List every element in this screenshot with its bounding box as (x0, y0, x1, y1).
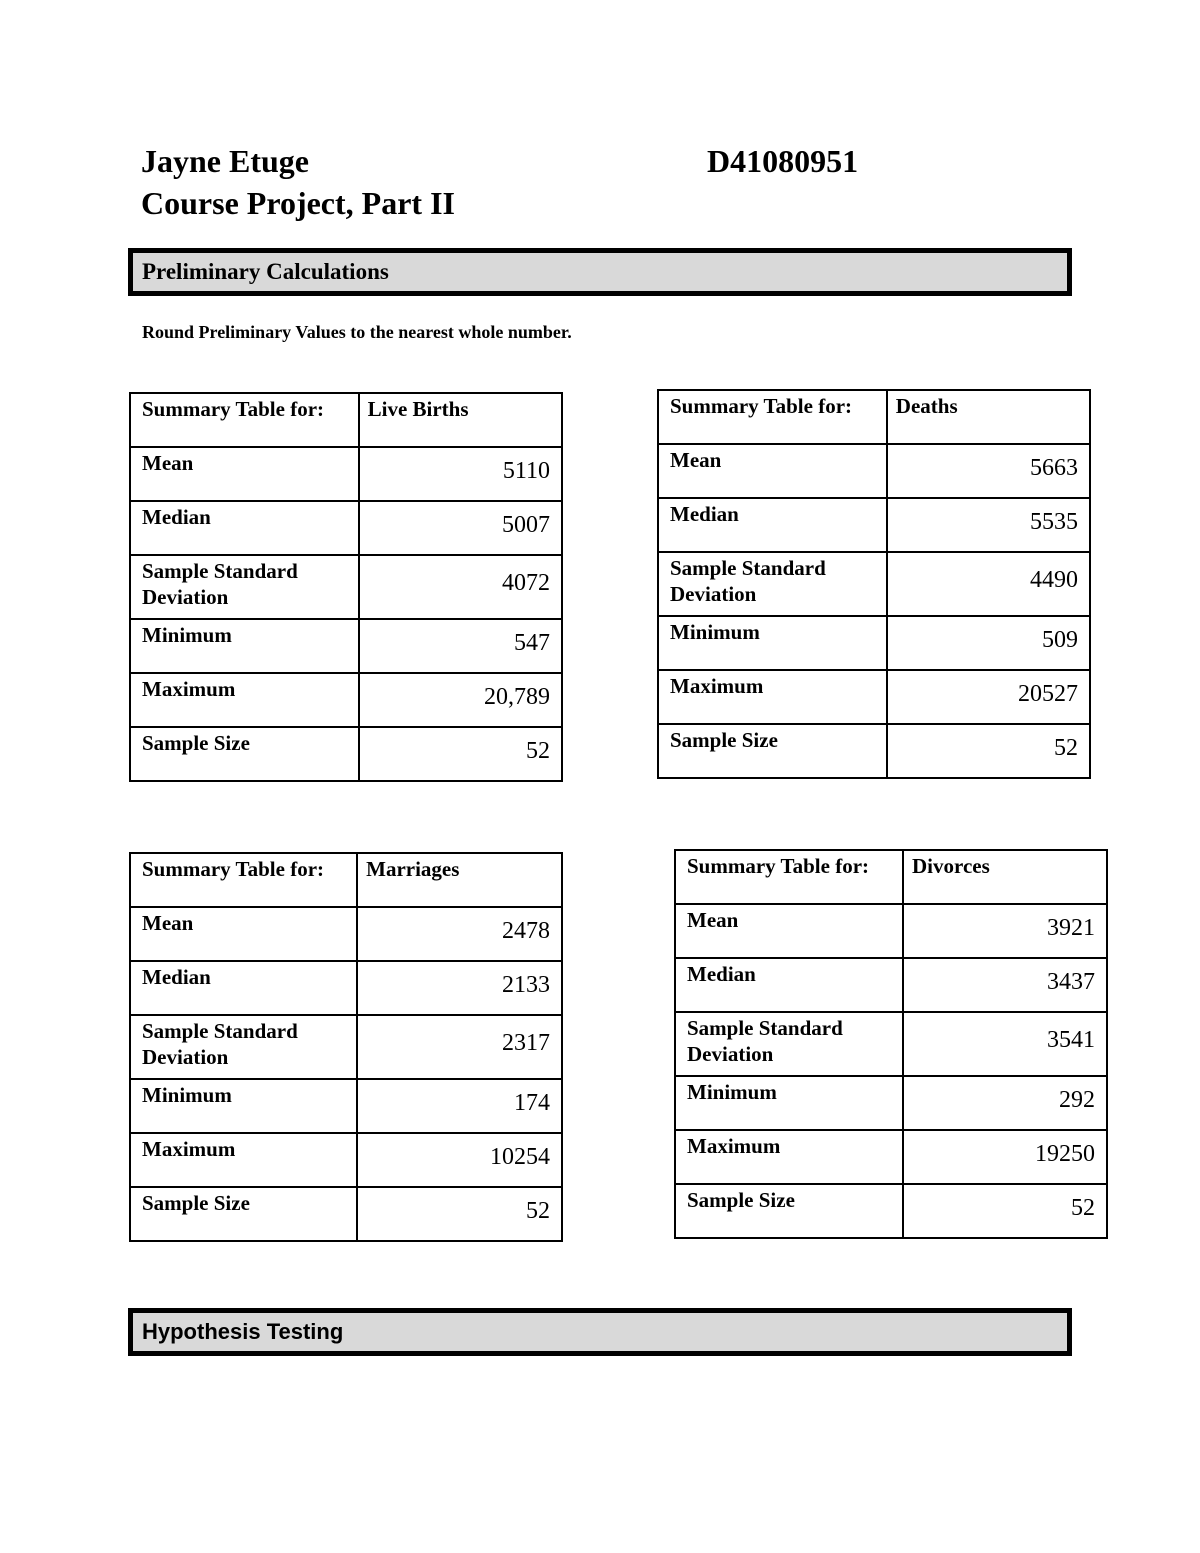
row-value: 20527 (887, 670, 1090, 724)
header-label: Summary Table for: (130, 393, 359, 447)
row-label: Median (675, 958, 903, 1012)
row-value: 292 (903, 1076, 1107, 1130)
row-label: Sample Size (130, 1187, 357, 1241)
row-value: 52 (357, 1187, 562, 1241)
table-row (130, 501, 562, 555)
row-label: Mean (658, 444, 887, 498)
row-label: Sample Size (130, 727, 359, 781)
row-value: 19250 (903, 1130, 1107, 1184)
header-label: Summary Table for: (658, 390, 887, 444)
row-label: Sample Standard Deviation (675, 1012, 903, 1076)
row-label: Maximum (658, 670, 887, 724)
table-row (130, 907, 562, 961)
row-value: 174 (357, 1079, 562, 1133)
table-row (130, 727, 562, 781)
row-label: Minimum (130, 619, 359, 673)
row-label: Maximum (130, 1133, 357, 1187)
row-label: Mean (130, 907, 357, 961)
row-value: 52 (359, 727, 562, 781)
summary-table-live-births (129, 392, 563, 782)
row-value: 5007 (359, 501, 562, 555)
row-label: Mean (675, 904, 903, 958)
table-row (675, 1184, 1107, 1238)
row-label: Mean (130, 447, 359, 501)
table-row (675, 958, 1107, 1012)
table-row (675, 1076, 1107, 1130)
table-row (658, 616, 1090, 670)
table-row (130, 619, 562, 673)
row-value: 2133 (357, 961, 562, 1015)
table-row (130, 1079, 562, 1133)
student-name: Jayne Etuge (141, 143, 309, 179)
row-value: 2478 (357, 907, 562, 961)
instruction-text: Round Preliminary Values to the nearest whole number. (142, 322, 572, 342)
row-value: 5663 (887, 444, 1090, 498)
section-title: Hypothesis Testing (142, 1319, 344, 1344)
summary-table-deaths (657, 389, 1091, 779)
section-header-hypothesis (128, 1308, 1072, 1356)
row-value: 509 (887, 616, 1090, 670)
table-row (130, 1133, 562, 1187)
table-row (130, 673, 562, 727)
row-value: 52 (887, 724, 1090, 778)
row-label: Maximum (130, 673, 359, 727)
header-value: Deaths (887, 390, 1090, 444)
row-label: Minimum (675, 1076, 903, 1130)
row-value: 4072 (359, 555, 562, 619)
table-row (130, 447, 562, 501)
row-value: 3437 (903, 958, 1107, 1012)
row-label: Minimum (130, 1079, 357, 1133)
row-value: 4490 (887, 552, 1090, 616)
table-header-row (130, 853, 562, 907)
table-header-row (658, 390, 1090, 444)
row-value: 52 (903, 1184, 1107, 1238)
table-row (675, 904, 1107, 958)
row-value: 20,789 (359, 673, 562, 727)
row-value: 3541 (903, 1012, 1107, 1076)
page-title: Course Project, Part II (141, 185, 455, 221)
table-header-row (130, 393, 562, 447)
table-row (658, 670, 1090, 724)
row-label: Median (130, 501, 359, 555)
row-label: Sample Size (658, 724, 887, 778)
student-id: D41080951 (707, 143, 859, 179)
table-row (675, 1130, 1107, 1184)
table-row (658, 552, 1090, 616)
table-header-row (675, 850, 1107, 904)
summary-table-marriages (129, 852, 563, 1242)
table-row (130, 961, 562, 1015)
row-label: Sample Standard Deviation (130, 1015, 357, 1079)
header-label: Summary Table for: (130, 853, 357, 907)
row-label: Sample Standard Deviation (658, 552, 887, 616)
header-value: Divorces (903, 850, 1107, 904)
row-value: 547 (359, 619, 562, 673)
table-row (658, 498, 1090, 552)
table-row (130, 555, 562, 619)
row-value: 5535 (887, 498, 1090, 552)
table-row (658, 444, 1090, 498)
row-value: 5110 (359, 447, 562, 501)
row-label: Maximum (675, 1130, 903, 1184)
row-value: 2317 (357, 1015, 562, 1079)
row-label: Sample Standard Deviation (130, 555, 359, 619)
row-label: Median (130, 961, 357, 1015)
row-value: 3921 (903, 904, 1107, 958)
table-row (130, 1015, 562, 1079)
row-label: Sample Size (675, 1184, 903, 1238)
summary-table-divorces (674, 849, 1108, 1239)
row-label: Median (658, 498, 887, 552)
section-header-preliminary (128, 248, 1072, 296)
table-row (675, 1012, 1107, 1076)
table-row (658, 724, 1090, 778)
section-title: Preliminary Calculations (142, 259, 389, 284)
table-row (130, 1187, 562, 1241)
header-value: Live Births (359, 393, 562, 447)
header-label: Summary Table for: (675, 850, 903, 904)
row-value: 10254 (357, 1133, 562, 1187)
row-label: Minimum (658, 616, 887, 670)
header-value: Marriages (357, 853, 562, 907)
